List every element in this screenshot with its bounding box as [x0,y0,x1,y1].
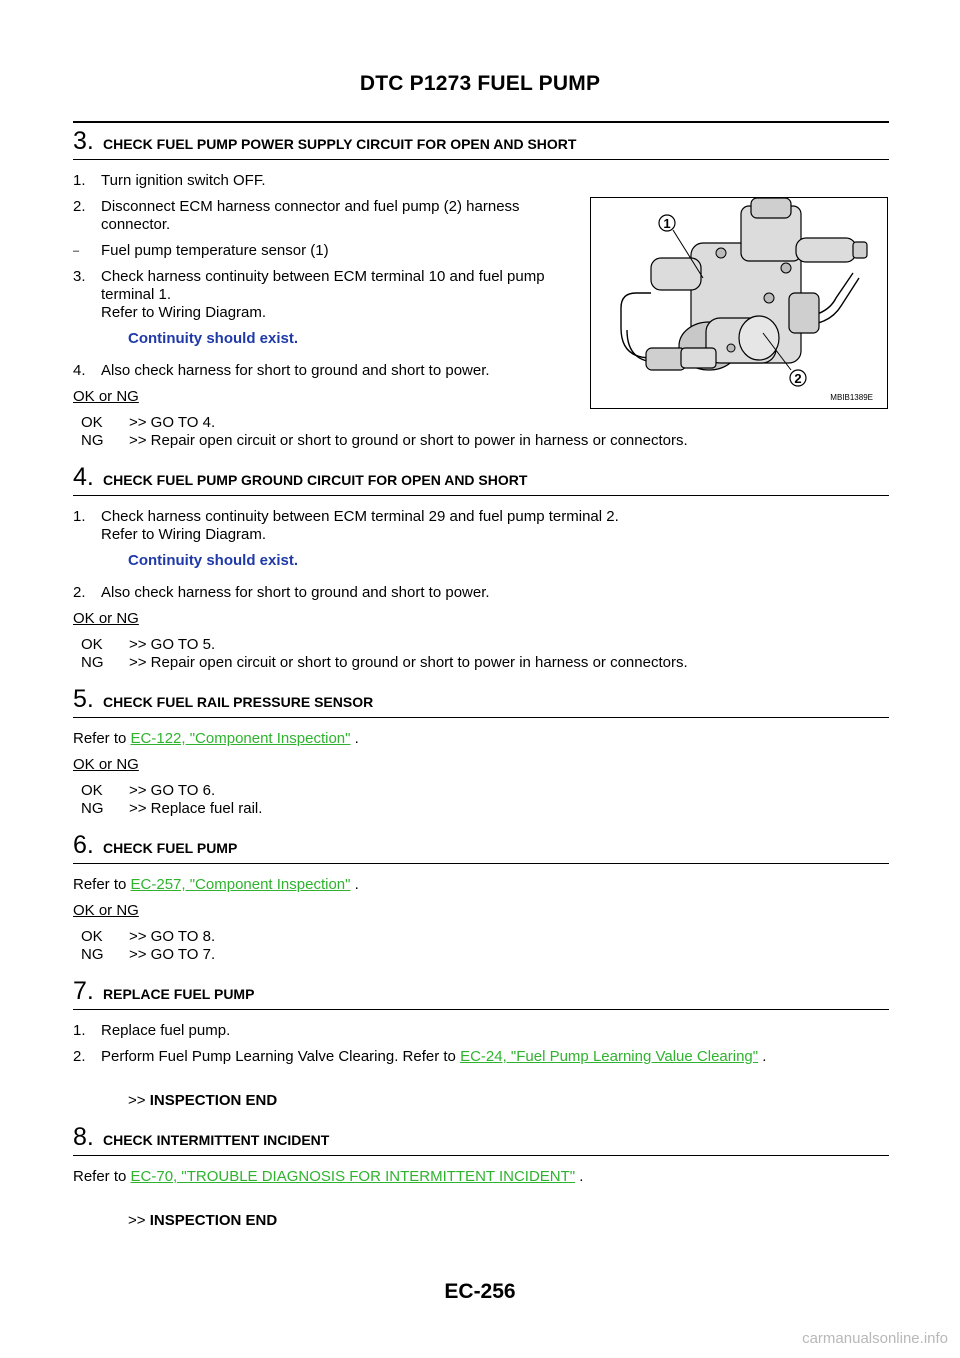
step-5 [73,686,889,818]
list-item: 3. Check harness continuity between ECM terminal 10 and fuel pump terminal 1. Refer to Wiring Diagram. [73,268,545,321]
refer-text: Refer to EC-70, "TROUBLE DIAGNOSIS FOR INTERMITTENT INCIDENT" . [73,1168,584,1185]
step-title: CHECK FUEL PUMP [103,840,238,856]
ok-or-ng: OK or NG [73,902,139,919]
list-item: 2. Perform Fuel Pump Learning Valve Clearing. Refer to EC-24, "Fuel Pump Learning Value Clearing" . [73,1048,767,1065]
ng-result: NG >> Repair open circuit or short to ground or short to power in harness or connectors. [81,432,688,449]
list-item: 1. Turn ignition switch OFF. [73,172,266,189]
step-6 [73,832,889,964]
ok-result: OK >> GO TO 4. [81,414,216,431]
step-8 [73,1124,889,1230]
step-title: CHECK FUEL RAIL PRESSURE SENSOR [103,694,374,710]
ng-result: NG >> Repair open circuit or short to ground or short to power in harness or connectors. [81,654,688,671]
spec-text: Continuity should exist. [128,330,299,347]
list-item: 2. Also check harness for short to ground and short to power. [73,584,490,601]
step-number: 4. [73,463,94,491]
ok-result: OK >> GO TO 8. [81,928,216,945]
step-number: 6. [73,831,94,859]
ok-result: OK >> GO TO 5. [81,636,216,653]
ok-result: OK >> GO TO 6. [81,782,216,799]
step-number: 5. [73,685,94,713]
step-header [73,832,889,864]
component-inspection-link[interactable]: EC-257, "Component Inspection" [130,876,351,893]
step-3 [73,128,889,450]
step-title: CHECK FUEL PUMP GROUND CIRCUIT FOR OPEN AND SHORT [103,472,528,488]
fuel-pump-learning-link[interactable]: EC-24, "Fuel Pump Learning Value Clearing" [460,1048,759,1065]
spec-text: Continuity should exist. [128,552,299,569]
list-item: 1. Replace fuel pump. [73,1022,231,1039]
list-item: 1. Check harness continuity between ECM terminal 29 and fuel pump terminal 2. Refer to Wiring Diagram. [73,508,619,543]
callout-2: 2 [794,371,802,386]
step-header [73,978,889,1010]
list-item: – Fuel pump temperature sensor (1) [73,242,329,259]
step-title: CHECK INTERMITTENT INCIDENT [103,1132,330,1148]
refer-text: Refer to EC-257, "Component Inspection" . [73,876,359,893]
page-content [73,128,889,1230]
ok-or-ng: OK or NG [73,610,139,627]
step-header [73,128,889,160]
callout-1: 1 [663,216,671,231]
ng-result: NG >> GO TO 7. [81,946,216,963]
title-rule [73,121,889,123]
step-header [73,686,889,718]
step-4 [73,464,889,672]
ok-or-ng: OK or NG [73,756,139,773]
step-number: 8. [73,1123,94,1151]
refer-text: Refer to EC-122, "Component Inspection" . [73,730,359,747]
step-title: REPLACE FUEL PUMP [103,986,255,1002]
step-number: 7. [73,977,94,1005]
component-inspection-link[interactable]: EC-122, "Component Inspection" [130,730,351,747]
inspection-end: >> INSPECTION END [128,1092,278,1109]
ok-or-ng: OK or NG [73,388,139,405]
list-item: 4. Also check harness for short to ground and short to power. [73,362,490,379]
step-header [73,464,889,496]
step-number: 3. [73,127,94,155]
step-title: CHECK FUEL PUMP POWER SUPPLY CIRCUIT FOR OPEN AND SHORT [103,136,577,152]
list-item: 2. Disconnect ECM harness connector and fuel pump (2) harness connector. [73,198,520,233]
intermittent-incident-link[interactable]: EC-70, "TROUBLE DIAGNOSIS FOR INTERMITTENT INCIDENT" [130,1168,576,1185]
ng-result: NG >> Replace fuel rail. [81,800,263,817]
page-title: DTC P1273 FUEL PUMP [359,72,601,95]
step-7 [73,978,889,1110]
step-header [73,1124,889,1156]
inspection-end: >> INSPECTION END [128,1212,278,1229]
watermark: carmanualsonline.info [802,1330,948,1347]
page-number: EC-256 [444,1280,516,1303]
figure-id: MBIB1389E [830,393,873,402]
